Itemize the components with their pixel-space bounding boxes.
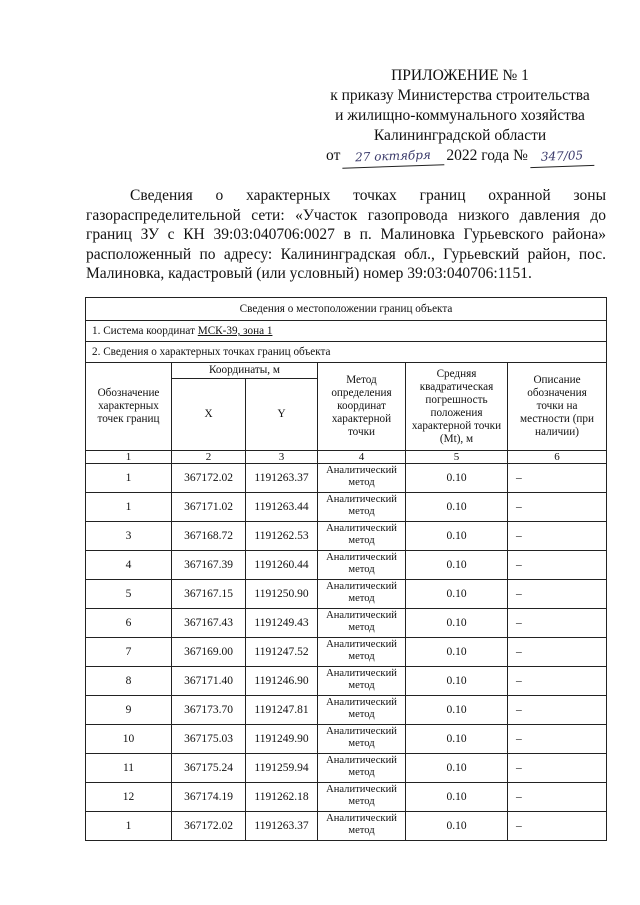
order-date-line — [300, 146, 620, 167]
method-cell: Аналитический метод — [318, 783, 406, 812]
description-cell: – — [508, 696, 607, 725]
appendix-header — [300, 66, 620, 167]
y-coordinate-cell: 1191246.90 — [246, 667, 318, 696]
x-coordinate-cell: 367172.02 — [172, 812, 246, 841]
description-cell: – — [508, 580, 607, 609]
table-row — [86, 696, 607, 725]
coordinate-system-row — [86, 321, 607, 342]
method-cell: Аналитический метод — [318, 812, 406, 841]
order-line-2: и жилищно-коммунального хозяйства — [335, 107, 585, 124]
error-cell: 0.10 — [406, 522, 508, 551]
header-description: Описание обозначения точки на местности (при наличии) — [508, 363, 607, 451]
boundary-points-table — [85, 297, 607, 841]
appendix-title: ПРИЛОЖЕНИЕ № 1 — [391, 67, 529, 84]
error-cell: 0.10 — [406, 812, 508, 841]
method-cell: Аналитический метод — [318, 609, 406, 638]
point-cell: 10 — [86, 725, 172, 754]
description-cell: – — [508, 783, 607, 812]
column-number: 5 — [406, 451, 508, 464]
table-row — [86, 754, 607, 783]
x-coordinate-cell: 367169.00 — [172, 638, 246, 667]
table-row — [86, 551, 607, 580]
error-cell: 0.10 — [406, 638, 508, 667]
handwritten-date: 27 октября — [342, 144, 445, 169]
description-cell: – — [508, 551, 607, 580]
coordinate-system-value: МСК-39, зона 1 — [197, 325, 273, 337]
header-error: Средняя квадратическая погрешность положения характерной точки (Mt), м — [406, 363, 508, 451]
table-row — [86, 464, 607, 493]
description-cell: – — [508, 725, 607, 754]
x-coordinate-cell: 367174.19 — [172, 783, 246, 812]
column-number: 2 — [172, 451, 246, 464]
x-coordinate-cell: 367168.72 — [172, 522, 246, 551]
method-cell: Аналитический метод — [318, 696, 406, 725]
table-row — [86, 580, 607, 609]
method-cell: Аналитический метод — [318, 638, 406, 667]
error-cell: 0.10 — [406, 696, 508, 725]
point-cell: 6 — [86, 609, 172, 638]
method-cell: Аналитический метод — [318, 580, 406, 609]
error-cell: 0.10 — [406, 609, 508, 638]
intro-text: Сведения о характерных точках границ охранной зоны газораспределительной сети: «Участок газопровода низкого давления до границ ЗУ с КН 39:03:040706:0027 в п. Малиновка Гурьевского района» расположенный по адресу: Калининградская обл., Гурьевский район, пос. Малиновка, кадастровый (или условный) номер 39:03:040706:1151. — [86, 187, 606, 282]
y-coordinate-cell: 1191247.52 — [246, 638, 318, 667]
header-x: X — [172, 379, 246, 451]
x-coordinate-cell: 367175.03 — [172, 725, 246, 754]
error-cell: 0.10 — [406, 783, 508, 812]
method-cell: Аналитический метод — [318, 551, 406, 580]
point-cell: 11 — [86, 754, 172, 783]
column-number: 1 — [86, 451, 172, 464]
column-number: 3 — [246, 451, 318, 464]
method-cell: Аналитический метод — [318, 464, 406, 493]
x-coordinate-cell: 367171.40 — [172, 667, 246, 696]
point-cell: 8 — [86, 667, 172, 696]
column-number-row — [86, 451, 607, 464]
y-coordinate-cell: 1191260.44 — [246, 551, 318, 580]
table-row — [86, 812, 607, 841]
error-cell: 0.10 — [406, 667, 508, 696]
y-coordinate-cell: 1191262.53 — [246, 522, 318, 551]
error-cell: 0.10 — [406, 551, 508, 580]
header-point: Обозначение характерных точек границ — [86, 363, 172, 451]
description-cell: – — [508, 812, 607, 841]
table-row — [86, 783, 607, 812]
point-cell: 7 — [86, 638, 172, 667]
description-cell: – — [508, 493, 607, 522]
error-cell: 0.10 — [406, 725, 508, 754]
description-cell: – — [508, 638, 607, 667]
point-cell: 1 — [86, 493, 172, 522]
point-cell: 3 — [86, 522, 172, 551]
x-coordinate-cell: 367172.02 — [172, 464, 246, 493]
x-coordinate-cell: 367171.02 — [172, 493, 246, 522]
y-coordinate-cell: 1191263.37 — [246, 464, 318, 493]
x-coordinate-cell: 367167.43 — [172, 609, 246, 638]
point-cell: 1 — [86, 812, 172, 841]
y-coordinate-cell: 1191263.37 — [246, 812, 318, 841]
table-row — [86, 522, 607, 551]
handwritten-order-number: 347/05 — [530, 145, 595, 168]
x-coordinate-cell: 367175.24 — [172, 754, 246, 783]
table-row — [86, 638, 607, 667]
error-cell: 0.10 — [406, 493, 508, 522]
x-coordinate-cell: 367167.15 — [172, 580, 246, 609]
column-number: 6 — [508, 451, 607, 464]
description-cell: – — [508, 667, 607, 696]
description-cell: – — [508, 464, 607, 493]
header-method: Метод определения координат характерной точки — [318, 363, 406, 451]
coordinate-system-label: 1. Система координат — [92, 325, 198, 337]
description-cell: – — [508, 609, 607, 638]
section-2-title: 2. Сведения о характерных точках границ объекта — [86, 342, 607, 363]
table-row — [86, 667, 607, 696]
method-cell: Аналитический метод — [318, 725, 406, 754]
column-number: 4 — [318, 451, 406, 464]
x-coordinate-cell: 367173.70 — [172, 696, 246, 725]
date-prefix: от — [326, 147, 341, 164]
table-row — [86, 725, 607, 754]
error-cell: 0.10 — [406, 580, 508, 609]
y-coordinate-cell: 1191249.90 — [246, 725, 318, 754]
header-coords: Координаты, м — [172, 363, 318, 379]
y-coordinate-cell: 1191263.44 — [246, 493, 318, 522]
intro-paragraph — [86, 186, 606, 284]
x-coordinate-cell: 367167.39 — [172, 551, 246, 580]
point-cell: 4 — [86, 551, 172, 580]
table-row — [86, 609, 607, 638]
y-coordinate-cell: 1191259.94 — [246, 754, 318, 783]
y-coordinate-cell: 1191262.18 — [246, 783, 318, 812]
y-coordinate-cell: 1191250.90 — [246, 580, 318, 609]
description-cell: – — [508, 754, 607, 783]
header-y: Y — [246, 379, 318, 451]
method-cell: Аналитический метод — [318, 493, 406, 522]
method-cell: Аналитический метод — [318, 522, 406, 551]
y-coordinate-cell: 1191247.81 — [246, 696, 318, 725]
point-cell: 12 — [86, 783, 172, 812]
point-cell: 9 — [86, 696, 172, 725]
order-line-3: Калининградской области — [373, 127, 547, 144]
description-cell: – — [508, 522, 607, 551]
method-cell: Аналитический метод — [318, 754, 406, 783]
y-coordinate-cell: 1191249.43 — [246, 609, 318, 638]
year-text: 2022 года № — [446, 147, 528, 164]
table-row — [86, 493, 607, 522]
error-cell: 0.10 — [406, 464, 508, 493]
table-title: Сведения о местоположении границ объекта — [86, 298, 607, 321]
method-cell: Аналитический метод — [318, 667, 406, 696]
point-cell: 5 — [86, 580, 172, 609]
error-cell: 0.10 — [406, 754, 508, 783]
point-cell: 1 — [86, 464, 172, 493]
order-line-1: к приказу Министерства строительства — [330, 87, 590, 104]
